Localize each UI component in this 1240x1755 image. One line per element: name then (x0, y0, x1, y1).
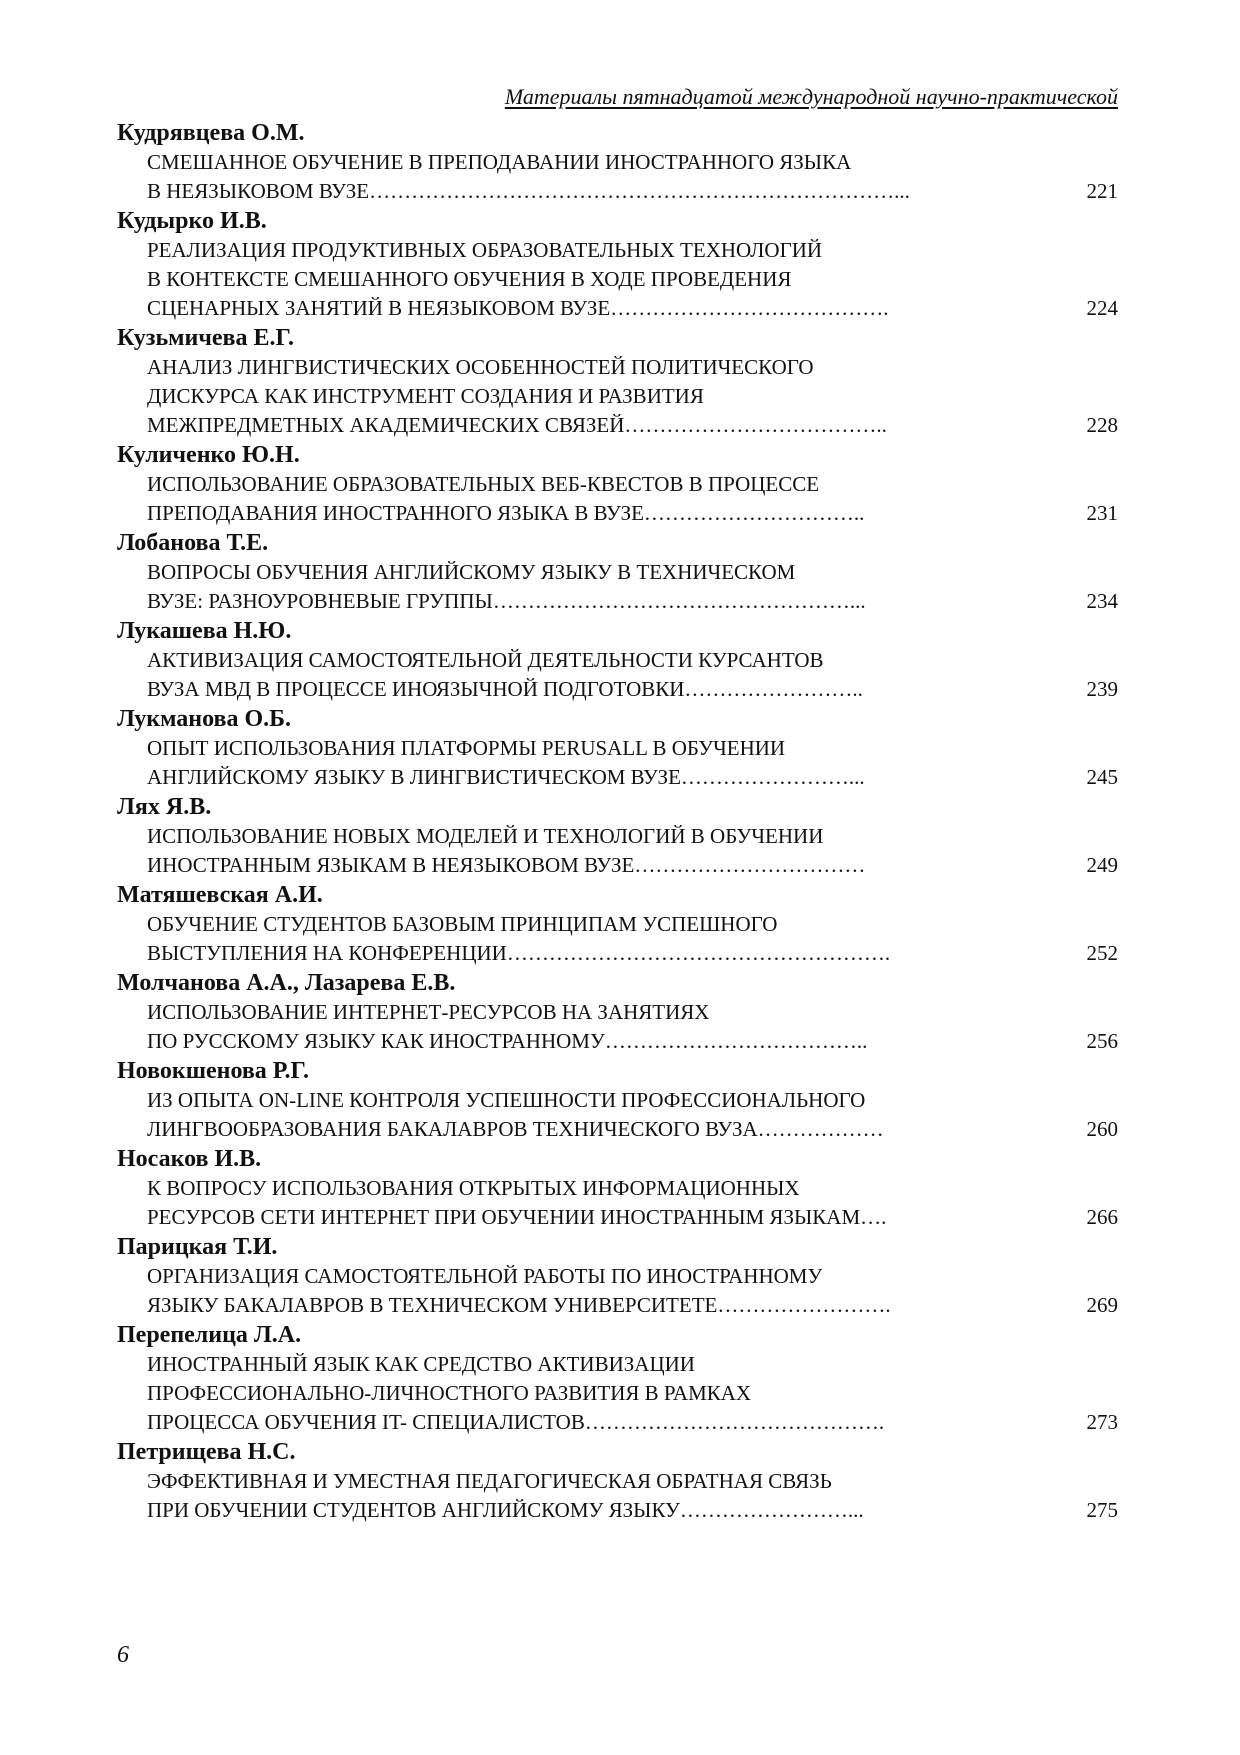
toc-entry-title-line (147, 353, 1118, 382)
toc-entry-author: Новокшенова Р.Г. (117, 1058, 310, 1084)
toc-entry-title-text: РЕСУРСОВ СЕТИ ИНТЕРНЕТ ПРИ ОБУЧЕНИИ ИНОСТРАННЫМ ЯЗЫКАМ…. (147, 1205, 887, 1229)
toc-entry-title-text: ИСПОЛЬЗОВАНИЕ ОБРАЗОВАТЕЛЬНЫХ ВЕБ-КВЕСТОВ В ПРОЦЕССЕ (147, 472, 820, 496)
toc-entry-author: Кузьмичева Е.Г. (117, 325, 295, 351)
toc-entry-author: Лобанова Т.Е. (117, 530, 269, 556)
toc-entry[interactable] (117, 440, 1118, 528)
toc-entry-author: Кудрявцева О.М. (117, 120, 305, 146)
toc-entry-title-line (147, 411, 1118, 440)
toc-entry-title-text: ИСПОЛЬЗОВАНИЕ ИНТЕРНЕТ-РЕСУРСОВ НА ЗАНЯТИЯХ (147, 1000, 710, 1024)
toc-entry-title-line (147, 1174, 1118, 1203)
toc-entry-page-number: 245 (1086, 765, 1118, 789)
toc-entry-title-text: АНАЛИЗ ЛИНГВИСТИЧЕСКИХ ОСОБЕННОСТЕЙ ПОЛИТИЧЕСКОГО (147, 355, 814, 379)
toc-entry-author: Кудырко И.В. (117, 208, 267, 234)
toc-entry-title-text: ОПЫТ ИСПОЛЬЗОВАНИЯ ПЛАТФОРМЫ PERUSALL В ОБУЧЕНИИ (147, 736, 786, 760)
toc-entry-title-text: ОБУЧЕНИЕ СТУДЕНТОВ БАЗОВЫМ ПРИНЦИПАМ УСПЕШНОГО (147, 912, 778, 936)
toc-entry-author: Лукманова О.Б. (117, 706, 292, 732)
toc-entry-title-line (147, 148, 1118, 177)
toc-entry-title-line (147, 177, 1118, 206)
toc-entry[interactable] (117, 1437, 1118, 1525)
toc-entry-page-number: 256 (1086, 1029, 1118, 1053)
toc-entry-title-line (147, 1115, 1118, 1144)
toc-entry-title-text: В НЕЯЗЫКОВОМ ВУЗЕ…………………………………………………………………... (147, 179, 910, 203)
toc-entry-author: Носаков И.В. (117, 1146, 262, 1172)
toc-entry-title-text: СЦЕНАРНЫХ ЗАНЯТИЙ В НЕЯЗЫКОВОМ ВУЗЕ…………………………………. (147, 296, 889, 320)
toc-entry-title-text: АНГЛИЙСКОМУ ЯЗЫКУ В ЛИНГВИСТИЧЕСКОМ ВУЗЕ……………………... (147, 765, 865, 789)
toc-entry[interactable] (117, 1232, 1118, 1320)
toc-entry-title-text: ОРГАНИЗАЦИЯ САМОСТОЯТЕЛЬНОЙ РАБОТЫ ПО ИНОСТРАННОМУ (147, 1264, 823, 1288)
toc-entry-title-text: ВЫСТУПЛЕНИЯ НА КОНФЕРЕНЦИИ………………………………………………. (147, 941, 891, 965)
toc-entry-title-text: СМЕШАННОЕ ОБУЧЕНИЕ В ПРЕПОДАВАНИИ ИНОСТРАННОГО ЯЗЫКА (147, 150, 852, 174)
toc-entry[interactable] (117, 616, 1118, 704)
toc-entry-title-line (147, 470, 1118, 499)
toc-entry-title-line (147, 236, 1118, 265)
toc-entry-title-text: ЭФФЕКТИВНАЯ И УМЕСТНАЯ ПЕДАГОГИЧЕСКАЯ ОБРАТНАЯ СВЯЗЬ (147, 1469, 832, 1493)
toc-entry-author: Молчанова А.А., Лазарева Е.В. (117, 970, 456, 996)
toc-entry-title-text: ИНОСТРАННЫМ ЯЗЫКАМ В НЕЯЗЫКОВОМ ВУЗЕ…………………………… (147, 853, 866, 877)
toc-entry-page-number: 273 (1086, 1410, 1118, 1434)
table-of-contents (117, 118, 1118, 1525)
running-header: Материалы пятнадцатой международной научно-практической (504, 84, 1118, 109)
toc-entry-title-text: ПО РУССКОМУ ЯЗЫКУ КАК ИНОСТРАННОМУ……………………………….. (147, 1029, 868, 1053)
toc-entry-author: Куличенко Ю.Н. (117, 442, 300, 468)
toc-entry-title-line (147, 294, 1118, 323)
toc-entry-title-line (147, 1027, 1118, 1056)
toc-entry-title-text: В КОНТЕКСТЕ СМЕШАННОГО ОБУЧЕНИЯ В ХОДЕ ПРОВЕДЕНИЯ (147, 267, 792, 291)
toc-entry-title-line (147, 646, 1118, 675)
toc-entry-title-line (147, 1203, 1118, 1232)
toc-entry-title-line (147, 822, 1118, 851)
toc-entry-title-line (147, 851, 1118, 880)
toc-entry-title-text: ЯЗЫКУ БАКАЛАВРОВ В ТЕХНИЧЕСКОМ УНИВЕРСИТЕТЕ……………………. (147, 1293, 891, 1317)
toc-entry[interactable] (117, 1144, 1118, 1232)
toc-entry-title-line (147, 1350, 1118, 1379)
toc-entry-title-line (147, 1408, 1118, 1437)
toc-entry-author: Матяшевская А.И. (117, 882, 323, 908)
toc-entry-page-number: 224 (1086, 296, 1118, 320)
toc-entry-title-line (147, 558, 1118, 587)
toc-entry-title-text: ИНОСТРАННЫЙ ЯЗЫК КАК СРЕДСТВО АКТИВИЗАЦИИ (147, 1352, 695, 1376)
toc-entry-title-text: ЛИНГВООБРАЗОВАНИЯ БАКАЛАВРОВ ТЕХНИЧЕСКОГО ВУЗА……………… (147, 1117, 884, 1141)
toc-entry-title-line (147, 499, 1118, 528)
toc-entry-title-text: ВОПРОСЫ ОБУЧЕНИЯ АНГЛИЙСКОМУ ЯЗЫКУ В ТЕХНИЧЕСКОМ (147, 560, 796, 584)
toc-entry-title-line (147, 675, 1118, 704)
toc-entry[interactable] (117, 704, 1118, 792)
toc-entry-title-text: ПРОФЕССИОНАЛЬНО-ЛИЧНОСТНОГО РАЗВИТИЯ В РАМКАХ (147, 1381, 752, 1405)
toc-entry-title-text: МЕЖПРЕДМЕТНЫХ АКАДЕМИЧЕСКИХ СВЯЗЕЙ……………………………….. (147, 413, 887, 437)
toc-entry[interactable] (117, 880, 1118, 968)
toc-entry-title-line (147, 265, 1118, 294)
toc-entry-author: Парицкая Т.И. (117, 1234, 278, 1260)
toc-entry-title-text: ПРИ ОБУЧЕНИИ СТУДЕНТОВ АНГЛИЙСКОМУ ЯЗЫКУ……………………... (147, 1498, 864, 1522)
toc-entry-title-line (147, 1467, 1118, 1496)
toc-entry-title-line (147, 998, 1118, 1027)
toc-entry-title-text: ИЗ ОПЫТА ON-LINE КОНТРОЛЯ УСПЕШНОСТИ ПРОФЕССИОНАЛЬНОГО (147, 1088, 866, 1112)
toc-entry[interactable] (117, 1056, 1118, 1144)
toc-entry-page-number: 239 (1086, 677, 1118, 701)
toc-entry-author: Петрищева Н.С. (117, 1439, 296, 1465)
toc-entry[interactable] (117, 1320, 1118, 1437)
toc-entry-page-number: 221 (1086, 179, 1118, 203)
toc-entry-author: Перепелица Л.А. (117, 1322, 302, 1348)
toc-entry-title-line (147, 910, 1118, 939)
toc-entry-title-text: ПРЕПОДАВАНИЯ ИНОСТРАННОГО ЯЗЫКА В ВУЗЕ………………………….. (147, 501, 865, 525)
toc-entry[interactable] (117, 528, 1118, 616)
toc-entry-title-line (147, 1086, 1118, 1115)
toc-entry-title-text: АКТИВИЗАЦИЯ САМОСТОЯТЕЛЬНОЙ ДЕЯТЕЛЬНОСТИ КУРСАНТОВ (147, 648, 824, 672)
toc-entry-title-text: РЕАЛИЗАЦИЯ ПРОДУКТИВНЫХ ОБРАЗОВАТЕЛЬНЫХ ТЕХНОЛОГИЙ (147, 238, 823, 262)
toc-entry[interactable] (117, 968, 1118, 1056)
toc-entry-page-number: 260 (1086, 1117, 1118, 1141)
toc-entry-title-line (147, 1496, 1118, 1525)
toc-entry-page-number: 275 (1086, 1498, 1118, 1522)
toc-entry-title-line (147, 587, 1118, 616)
toc-entry-title-line (147, 1379, 1118, 1408)
toc-entry-title-line (147, 1291, 1118, 1320)
toc-entry[interactable] (117, 792, 1118, 880)
toc-entry-page-number: 269 (1086, 1293, 1118, 1317)
toc-entry-title-text: ДИСКУРСА КАК ИНСТРУМЕНТ СОЗДАНИЯ И РАЗВИТИЯ (147, 384, 704, 408)
toc-entry-title-text: ВУЗА МВД В ПРОЦЕССЕ ИНОЯЗЫЧНОЙ ПОДГОТОВКИ…………………….. (147, 677, 863, 701)
toc-entry-title-text: ВУЗЕ: РАЗНОУРОВНЕВЫЕ ГРУППЫ……………………………………………... (147, 589, 866, 613)
toc-entry-title-line (147, 763, 1118, 792)
toc-entry-title-text: К ВОПРОСУ ИСПОЛЬЗОВАНИЯ ОТКРЫТЫХ ИНФОРМАЦИОННЫХ (147, 1176, 800, 1200)
toc-entry-title-text: ИСПОЛЬЗОВАНИЕ НОВЫХ МОДЕЛЕЙ И ТЕХНОЛОГИЙ В ОБУЧЕНИИ (147, 824, 824, 848)
toc-entry-author: Лях Я.В. (117, 794, 212, 820)
toc-entry[interactable] (117, 206, 1118, 323)
toc-entry-title-line (147, 382, 1118, 411)
toc-entry-title-line (147, 734, 1118, 763)
toc-entry-page-number: 252 (1086, 941, 1118, 965)
toc-entry-author: Лукашева Н.Ю. (117, 618, 292, 644)
page-number: 6 (117, 1642, 129, 1668)
toc-entry-page-number: 231 (1086, 501, 1118, 525)
toc-entry-page-number: 249 (1086, 853, 1118, 877)
toc-entry[interactable] (117, 118, 1118, 206)
toc-entry-title-text: ПРОЦЕССА ОБУЧЕНИЯ IT- СПЕЦИАЛИСТОВ……………………………………. (147, 1410, 885, 1434)
toc-entry-page-number: 266 (1086, 1205, 1118, 1229)
toc-entry[interactable] (117, 323, 1118, 440)
toc-entry-title-line (147, 939, 1118, 968)
toc-entry-title-line (147, 1262, 1118, 1291)
toc-entry-page-number: 234 (1086, 589, 1118, 613)
toc-entry-page-number: 228 (1086, 413, 1118, 437)
